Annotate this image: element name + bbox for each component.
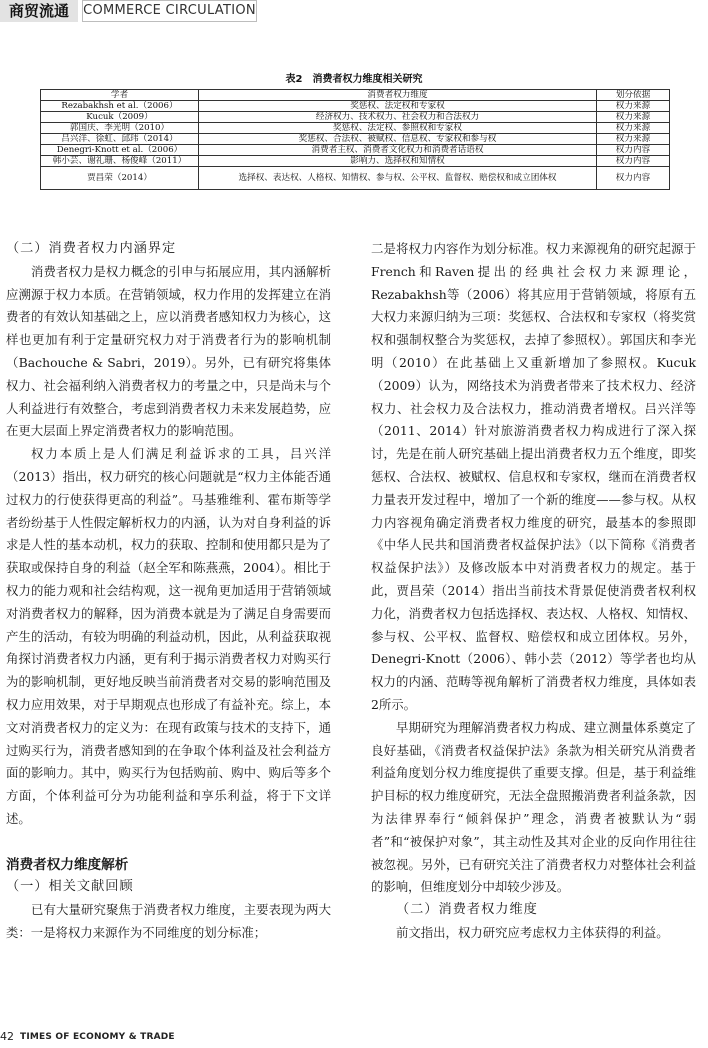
footer-journal-name: TIMES OF ECONOMY & TRADE bbox=[20, 1032, 175, 1042]
table-cell-scholar: Kucuk（2009） bbox=[41, 112, 199, 123]
table-row bbox=[41, 134, 670, 145]
left-column bbox=[6, 238, 331, 945]
table-cell-dimension: 奖惩权、法定权和专家权 bbox=[199, 101, 597, 112]
table-row bbox=[41, 145, 670, 156]
paragraph: 二是将权力内容作为划分标准。权力来源视角的研究起源于French和Raven提出的经典社会权力来源理论，Rezabakhsh等（2006）将其应用于营销领域，将原有五大权力来源归纳为三项：奖惩权、合法权和专家权（将奖赏权和强制权整合为奖惩权，去掉了参照权）。郭国庆和李光明（2010）在此基础上又重新增加了参照权。Kucuk（2009）认为，网络技术为消费者带来了技术权力、经济权力、社会权力及合法权力，推动消费者增权。吕兴洋等（2011、2014）针对旅游消费者权力构成进行了深入探讨，先是在前人研究基础上提出消费者权力五个维度，即奖惩权、合法权、被赋权、信息权和专家权，继而在消费者权力量表开发过程中，增加了一个新的维度——参与权。从权力内容视角确定消费者权力维度的研究，最基本的参照即《中华人民共和国消费者权益保护法》（以下简称《消费者权益保护法》）及修改版本中对消费者权力的规定。基于此，贾昌荣（2014）指出当前技术背景促使消费者权利权力化，消费者权力包括选择权、表达权、人格权、知情权、参与权、公平权、监督权、赔偿权和成立团体权。另外，Denegri-Knott（2006）、韩小芸（2012）等学者也均从权力的内涵、范畴等视角解析了消费者权力维度，具体如表2所示。 bbox=[371, 241, 696, 712]
column-header-dimension: 消费者权力维度 bbox=[199, 90, 597, 101]
table-caption: 表2 消费者权力维度相关研究 bbox=[285, 74, 423, 85]
table-cell-basis: 权力来源 bbox=[597, 134, 670, 145]
table-cell-scholar: 吕兴洋、徐虹、邱玮（2014） bbox=[41, 134, 199, 145]
table-row bbox=[41, 167, 670, 190]
table-cell-basis: 权力内容 bbox=[597, 145, 670, 156]
table-cell-scholar: 郭国庆、李光明（2010） bbox=[41, 123, 199, 134]
column-header-scholar: 学者 bbox=[41, 90, 199, 101]
table-row bbox=[41, 123, 670, 134]
paragraph: 早期研究为理解消费者权力构成、建立测量体系奠定了良好基础，《消费者权益保护法》条款为相关研究从消费者利益角度划分权力维度提供了重要支撑。但是，基于利益维护目标的权力维度研究，无法全盘照搬消费者利益条款，因为法律界奉行“倾斜保护”理念，消费者被默认为“弱者”和“被保护对象”，其主动性及其对企业的反向作用往往被忽视。另外，已有研究关注了消费者权力对整体社会利益的影响，但维度划分中却较少涉及。 bbox=[371, 719, 696, 895]
table-row bbox=[41, 156, 670, 167]
table-cell-dimension: 奖惩权、合法权、被赋权、信息权、专家权和参与权 bbox=[199, 134, 597, 145]
table-cell-scholar: 韩小芸、谢礼珊、杨俊峰（2011） bbox=[41, 156, 199, 167]
section-heading: 消费者权力维度解析 bbox=[6, 856, 129, 873]
subheading-dimensions: （二）消费者权力维度 bbox=[396, 902, 538, 918]
table-cell-scholar: Rezabakhsh et al.（2006） bbox=[41, 101, 199, 112]
paragraph: 消费者权力是权力概念的引申与拓展应用，其内涵解析应溯源于权力本质。在营销领域，权力作用的发挥建立在消费者的有效认知基础之上，应以消费者感知权力为核心，这样也更加有利于定量研究权力对于消费者行为的影响机制（Bachouche & Sabri，2019）。另外，已有研究将集体权力、社会福利纳入消费者权力的考量之中，只是尚未与个人利益进行有效整合，考虑到消费者权力未来发展趋势，应在更大层面上界定消费者权力的影响范围。 bbox=[6, 263, 331, 439]
table-cell-basis: 权力内容 bbox=[597, 156, 670, 167]
running-header bbox=[0, 0, 708, 22]
table-row bbox=[41, 101, 670, 112]
paragraph: 已有大量研究聚焦于消费者权力维度，主要表现为两大类：一是将权力来源作为不同维度的划分标准； bbox=[6, 902, 331, 940]
table-cell-basis: 权力内容 bbox=[597, 167, 670, 190]
dimension-table bbox=[40, 89, 669, 190]
table-cell-dimension: 选择权、表达权、人格权、知情权、参与权、公平权、监督权、赔偿权和成立团体权 bbox=[199, 167, 597, 190]
table-cell-scholar: Denegri-Knott et al.（2006） bbox=[41, 145, 199, 156]
journal-section-en: COMMERCE CIRCULATION bbox=[82, 0, 257, 22]
table-cell-dimension: 影响力、选择权和知情权 bbox=[199, 156, 597, 167]
column-header-basis: 划分依据 bbox=[597, 90, 670, 101]
journal-name-cn: 商贸流通 bbox=[0, 0, 78, 22]
paragraph: 前文指出，权力研究应考虑权力主体获得的利益。 bbox=[396, 924, 669, 940]
table-cell-basis: 权力来源 bbox=[597, 112, 670, 123]
table-cell-scholar: 贾昌荣（2014） bbox=[41, 167, 199, 190]
table-row bbox=[41, 112, 670, 123]
table-header-row bbox=[41, 90, 670, 101]
table-cell-dimension: 消费者主权、消费者文化权力和消费者话语权 bbox=[199, 145, 597, 156]
table-cell-basis: 权力来源 bbox=[597, 101, 670, 112]
table-cell-basis: 权力来源 bbox=[597, 123, 670, 134]
paragraph: 权力本质上是人们满足利益诉求的工具，吕兴洋（2013）指出，权力研究的核心问题就是“权力主体能否通过权力的行使获得更高的利益”。马基雅维利、霍布斯等学者纷纷基于人性假定解析权力的内涵，认为对自身利益的诉求是人性的基本动机，权力的获取、控制和使用都只是为了获取或保持自身的利益（赵全军和陈燕燕，2004）。相比于权力的能力观和社会结构观，这一视角更加适用于营销领域对消费者权力的解释，因为消费本就是为了满足自身需要而产生的活动，有较为明确的利益动机，因此，从利益获取视角探讨消费者权力内涵，更有利于揭示消费者权力对购买行为的影响机制，更好地反映当前消费者对交易的影响范围及权力应用效果，对于早期观点也形成了有益补充。综上，本文对消费者权力的定义为：在现有政策与技术的支持下，通过购买行为，消费者感知到的在争取个体利益及社会利益方面的影响力。其中，购买行为包括购前、购中、购后等多个方面，个体利益可分为功能利益和享乐利益，将于下文详述。 bbox=[6, 446, 331, 826]
page-footer bbox=[0, 1029, 708, 1045]
page-number: 42 bbox=[0, 1030, 14, 1043]
table-cell-dimension: 奖惩权、法定权、参照权和专家权 bbox=[199, 123, 597, 134]
table-cell-dimension: 经济权力、技术权力、社会权力和合法权力 bbox=[199, 112, 597, 123]
subheading-connotation: （二）消费者权力内涵界定 bbox=[6, 241, 177, 256]
right-column bbox=[371, 238, 696, 945]
subheading-literature-review: （一）相关文献回顾 bbox=[6, 879, 134, 895]
